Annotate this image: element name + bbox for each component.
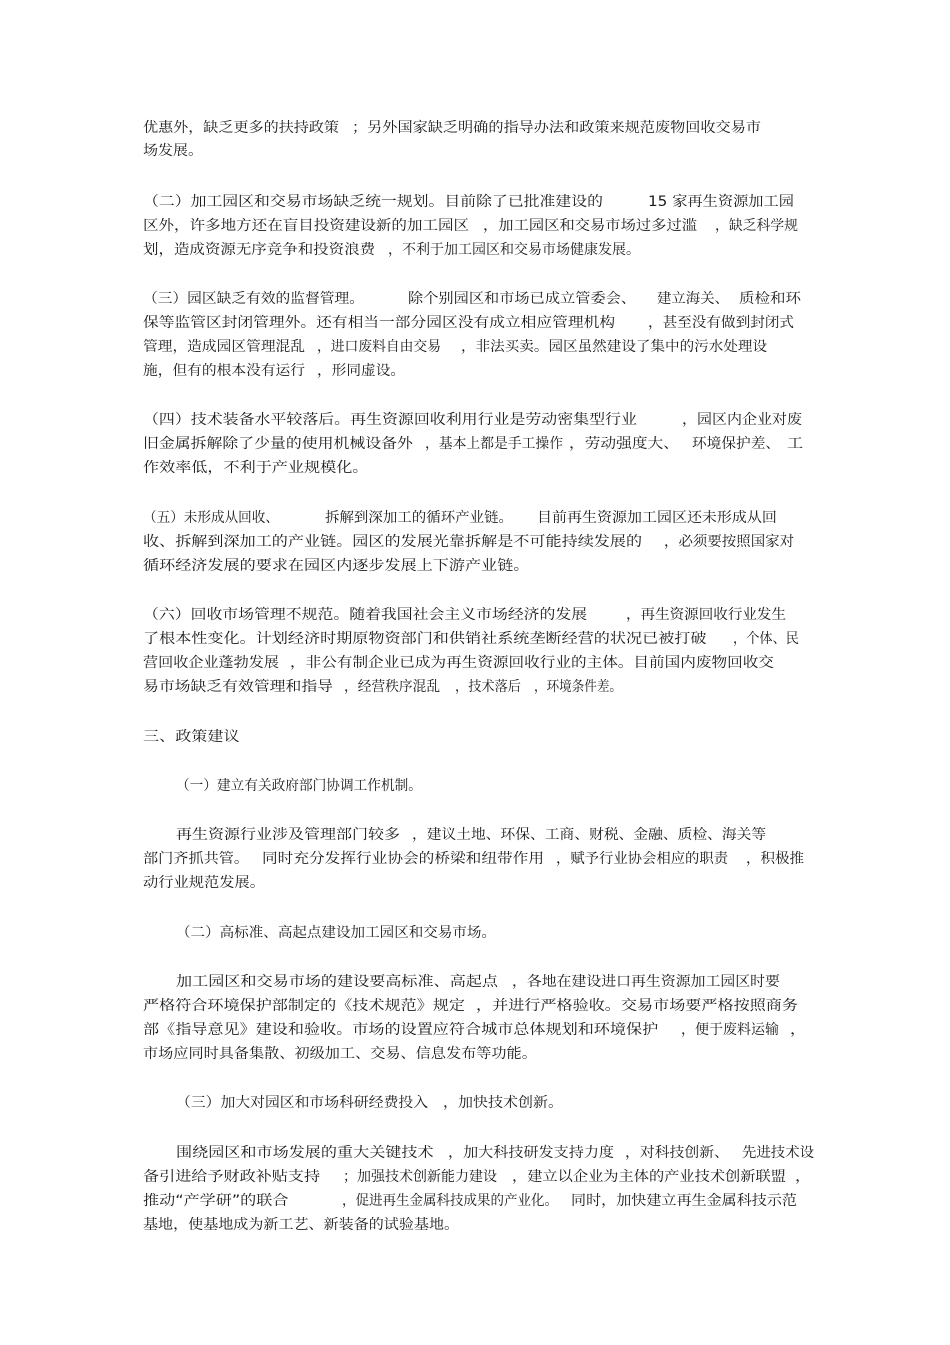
text-line xyxy=(0,508,950,528)
text-segment: 管理，造成园区管理混乱 xyxy=(143,339,306,355)
text-line xyxy=(0,776,950,796)
text-line xyxy=(0,118,950,138)
text-segment: （五）未形成从回收、 xyxy=(143,510,279,526)
text-line xyxy=(0,289,950,309)
text-segment: 拆解到深加工的循环产业链。 xyxy=(325,510,514,526)
text-segment: 同时，加快建立再生金属科技示范 xyxy=(571,1193,797,1209)
text-line xyxy=(0,216,950,236)
text-segment: ，经营秩序混乱 xyxy=(344,679,441,695)
text-segment: 加工园区和交易市场的建设要高标准、高起点 xyxy=(176,974,498,990)
text-segment: ，并进行严格验收。交易市场要严格按照商务 xyxy=(476,998,798,1014)
text-line xyxy=(0,873,950,893)
text-line xyxy=(0,410,950,430)
text-line xyxy=(0,849,950,869)
text-segment: ，必须要按照国家对 xyxy=(664,534,795,550)
text-line xyxy=(0,141,950,161)
text-line xyxy=(0,434,950,454)
text-segment: ，加快技术创新。 xyxy=(443,1095,563,1111)
text-segment: 动行业规范发展。 xyxy=(143,875,265,891)
text-line xyxy=(0,727,950,747)
text-line xyxy=(0,1044,950,1064)
text-segment: 推动“产学研”的联合 xyxy=(143,1193,289,1209)
text-segment: ，便于废料运输 xyxy=(681,1022,779,1038)
text-segment: 部《指导意见》建设和验收。市场的设置应符合城市总体规划和环境保护 xyxy=(143,1022,659,1038)
text-segment: （三）园区缺乏有效的监督管理。 xyxy=(143,291,364,307)
text-line xyxy=(0,1215,950,1235)
text-line xyxy=(0,1020,950,1040)
text-segment: （一）建立有关政府部门协调工作机制。 xyxy=(176,778,422,794)
text-segment: ，个体、民 xyxy=(733,631,800,647)
text-segment: 了根本性变化。计划经济时期原物资部门和供销社系统垄断经营的状况已被打破 xyxy=(143,631,707,647)
text-line xyxy=(0,458,950,478)
text-segment: 施，但有的根本没有运行 xyxy=(143,363,306,379)
text-segment: ，建立以企业为主体的产业技术创新联盟 xyxy=(512,1169,786,1185)
text-segment: 严格符合环境保护部制定的《技术规范》规定 xyxy=(143,998,465,1014)
text-segment: 先进技术设 xyxy=(742,1145,815,1161)
text-segment: 基地，使基地成为新工艺、新装备的试验基地。 xyxy=(143,1217,460,1233)
text-segment: 质检和环 xyxy=(739,291,801,307)
text-segment: 部门齐抓共管。 xyxy=(143,851,250,867)
text-segment: 除个别园区和市场已成立管委会、 xyxy=(408,291,637,307)
text-line xyxy=(0,1143,950,1163)
text-segment: ，再生资源回收行业发生 xyxy=(626,607,787,623)
text-line xyxy=(0,240,950,260)
text-segment: ，甚至没有做到封闭式 xyxy=(648,315,795,331)
text-segment: （二）加工园区和交易市场缺乏统一规划。目前除了已批准建设的 xyxy=(143,194,603,210)
text-segment: ，对科技创新、 xyxy=(625,1145,729,1161)
text-segment: 划，造成资源无序竞争和投资浪费 xyxy=(143,242,376,258)
text-line xyxy=(0,996,950,1016)
text-segment: 易市场缺乏有效管理和指导 xyxy=(143,679,334,695)
text-line xyxy=(0,825,950,845)
text-line xyxy=(0,923,950,943)
text-segment: 围绕园区和市场发展的重大关键技术 xyxy=(176,1145,434,1161)
text-line xyxy=(0,1167,950,1187)
text-segment: （六）回收市场管理不规范。随着我国社会主义市场经济的发展 xyxy=(143,607,588,623)
text-line xyxy=(0,677,950,697)
text-segment: ，进口废料自由交易 xyxy=(317,339,441,355)
text-segment: ，环境条件差。 xyxy=(534,679,623,695)
text-segment: 区外，许多地方还在盲目投资建设新的加工园区 xyxy=(143,218,470,234)
text-line xyxy=(0,192,950,212)
text-segment: 场发展。 xyxy=(143,143,203,159)
text-segment: 再生资源行业涉及管理部门较多 xyxy=(176,827,401,843)
text-segment: ，基本上都是手工操作 xyxy=(425,436,564,452)
text-segment: 收、拆解到深加工的产业链。园区的发展光靠拆解是不可能持续发展的 xyxy=(143,534,643,550)
text-segment: ，不利于加工园区和交易市场健康发展。 xyxy=(388,242,640,258)
text-segment: ，缺乏科学规 xyxy=(715,218,798,234)
text-line xyxy=(0,556,950,576)
text-segment: （四）技术装备水平较落后。再生资源回收利用行业是劳动密集型行业 xyxy=(143,412,637,428)
text-segment: 三、政策建议 xyxy=(143,729,240,745)
text-line xyxy=(0,532,950,552)
text-segment: ，技术落后 xyxy=(455,679,522,695)
text-segment: ；另外国家缺乏明确的指导办法和政策来规范废物回收交易市 xyxy=(352,120,761,136)
text-segment: 作效率低，不利于产业规模化。 xyxy=(143,460,369,476)
text-line xyxy=(0,361,950,381)
text-segment: ， xyxy=(790,1022,807,1038)
text-segment: 同时充分发挥行业协会的桥梁和纽带作用 xyxy=(262,851,544,867)
text-segment: ，积极推 xyxy=(746,851,805,867)
text-segment: ，加大科技研发支持力度 xyxy=(448,1145,615,1161)
text-segment: 备引进给予财政补贴支持 xyxy=(143,1169,321,1185)
text-segment: 优惠外，缺乏更多的扶持政策 xyxy=(143,120,340,136)
text-segment: ，促进再生金属科技成果的产业化。 xyxy=(342,1193,558,1209)
text-segment: 15 家再生资源加工园 xyxy=(648,194,794,210)
text-line xyxy=(0,972,950,992)
text-segment: 市场应同时具备集散、初级加工、交易、信息发布等功能。 xyxy=(143,1046,537,1062)
text-segment: 营回收企业蓬勃发展 xyxy=(143,655,279,671)
text-line xyxy=(0,337,950,357)
text-line xyxy=(0,313,950,333)
text-line xyxy=(0,629,950,649)
text-segment: ，各地在建设进口再生资源加工园区时要 xyxy=(512,974,780,990)
text-line xyxy=(0,1093,950,1113)
text-segment: （三）加大对园区和市场科研经费投入 xyxy=(176,1095,429,1111)
text-segment: ，园区内企业对废 xyxy=(682,412,802,428)
text-segment: 旧金属拆解除了少量的使用机械设备外 xyxy=(143,436,413,452)
text-segment: 保等监管区封闭管理外。还有相当一部分园区没有成立相应管理机构 xyxy=(143,315,616,331)
text-segment: ；加强技术创新能力建设 xyxy=(343,1169,497,1185)
text-segment: 工 xyxy=(787,436,804,452)
text-segment: ，形同虚设。 xyxy=(317,363,406,379)
text-segment: ， xyxy=(795,1169,812,1185)
text-segment: ，非法买卖。园区虽然建设了集中的污水处理设 xyxy=(461,339,768,355)
text-segment: ，赋予行业协会相应的职责 xyxy=(556,851,729,867)
text-segment: 循环经济发展的要求在园区内逐步发展上下游产业链。 xyxy=(143,558,530,574)
text-segment: 目前再生资源加工园区还未形成从回 xyxy=(537,510,777,526)
text-segment: ，加工园区和交易市场过多过滥 xyxy=(483,218,698,234)
text-line xyxy=(0,1191,950,1211)
text-line xyxy=(0,605,950,625)
text-segment: （二）高标准、高起点建设加工园区和交易市场。 xyxy=(176,925,497,941)
text-line xyxy=(0,653,950,673)
text-segment: 建立海关、 xyxy=(657,291,730,307)
text-segment: 环境保护差、 xyxy=(692,436,781,452)
text-segment: ，非公有制企业已成为再生资源回收行业的主体。目前国内废物回收交 xyxy=(290,655,774,671)
text-segment: ，建议土地、环保、工商、财税、金融、质检、海关等 xyxy=(412,827,767,843)
text-segment: ，劳动强度大、 xyxy=(569,436,679,452)
